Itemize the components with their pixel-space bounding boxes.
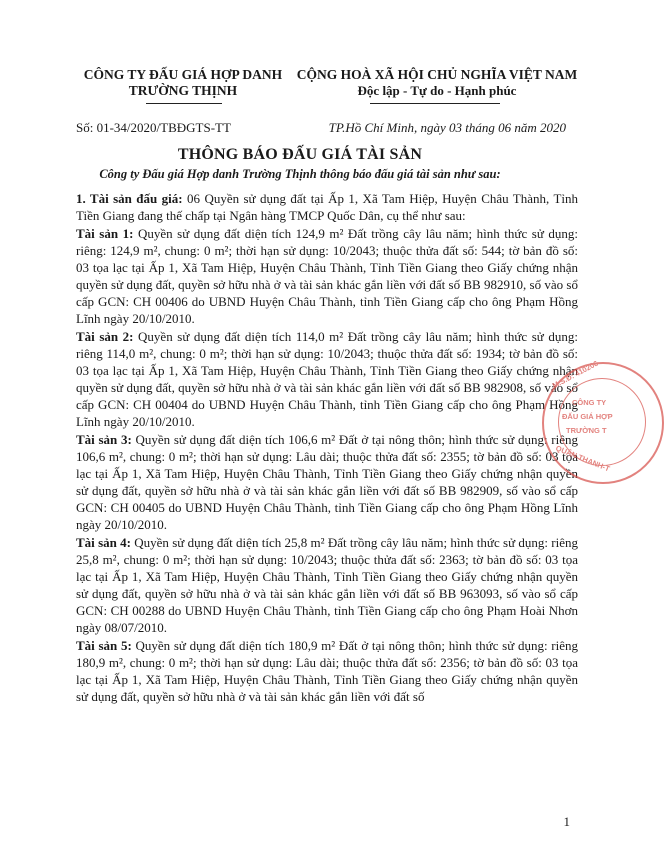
asset-label: Tài sản 2: bbox=[76, 329, 134, 344]
document-date: TP.Hồ Chí Minh, ngày 03 tháng 06 năm 2020 bbox=[328, 120, 566, 135]
asset-paragraph bbox=[76, 534, 578, 636]
section-1-text: 06 Quyền sử dụng đất tại Ấp 1, Xã Tam Hiệp, Huyện Châu Thành, Tỉnh Tiền Giang đang thế chấp tại Ngân hàng TMCP Quốc Dân, cụ thể như sau: bbox=[76, 191, 578, 223]
seal-line-2: ĐẤU GIÁ HỢP bbox=[562, 412, 613, 421]
seal-line-3: TRƯỜNG T bbox=[566, 426, 607, 435]
asset-text: Quyền sử dụng đất diện tích 124,9 m² Đất trồng cây lâu năm; hình thức sử dụng: riêng: 124,9 m², chung: 0 m²; thời hạn sử dụng: 10/2043; thuộc thửa đất số: 544; tờ bản đồ số: 03 tọa lạc tại Ấp 1, Xã Tam Hiệp, Huyện Châu Thành, Tỉnh Tiền Giang theo Giấy chứng nhận quyền sử dụng đất, quyền sở hữu nhà ở và tài sản khác gắn liền với đất số BB 982910, số vào sổ cấp GCN: CH 00406 do UBND Huyện Châu Thành, tỉnh Tiền Giang cấp cho ông Phạm Hồng Lĩnh ngày 20/10/2010. bbox=[76, 226, 578, 326]
asset-label: Tài sản 1: bbox=[76, 226, 134, 241]
national-motto: Độc lập - Tự do - Hạnh phúc bbox=[357, 83, 517, 98]
asset-text: Quyền sử dụng đất diện tích 114,0 m² Đất trồng cây lâu năm; hình thức sử dụng: riêng 114,0 m², chung: 0 m²; thời hạn sử dụng: 10/2043; thuộc thửa đất số: 1934; tờ bản đồ số: 03 tọa lạc tại Ấp 1, Xã Tam Hiệp, Huyện Châu Thành, Tỉnh Tiền Giang theo Giấy chứng nhận quyền sử dụng đất, quyền sở hữu nhà ở và tài sản khác gắn liền với đất số BB 982908, số vào sổ cấp GCN: CH 00404 do UBND Huyện Châu Thành, tỉnh Tiền Giang cấp cho ông Phạm Hồng Lĩnh ngày 20/10/2010. bbox=[76, 329, 578, 429]
asset-label: Tài sản 4: bbox=[76, 535, 131, 550]
seal-line-4: QUẬN THANH-T bbox=[554, 443, 612, 474]
asset-paragraph bbox=[76, 328, 578, 430]
country-name: CỘNG HOÀ XÃ HỘI CHỦ NGHĨA VIỆT NAM bbox=[296, 67, 578, 82]
section-1-label: 1. Tài sản đấu giá: bbox=[76, 191, 183, 206]
document-title: THÔNG BÁO ĐẤU GIÁ TÀI SẢN bbox=[177, 146, 423, 163]
asset-paragraph bbox=[76, 637, 578, 705]
national-header bbox=[284, 67, 590, 99]
asset-paragraph bbox=[76, 431, 578, 533]
asset-text: Quyền sử dụng đất diện tích 25,8 m² Đất trồng cây lâu năm; hình thức sử dụng: riêng 25,8 m², chung: 0 m²; thời hạn sử dụng: 10/2043; thuộc thửa đất số: 2363; tờ bản đồ số: 03 tọa lạc tại Ấp 1, Xã Tam Hiệp, Huyện Châu Thành, Tỉnh Tiền Giang theo Giấy chứng nhận quyền sử dụng đất, quyền sở hữu nhà ở và tài sản khác gắn liền với đất số BB 963093, số vào sổ cấp GCN: CH 00288 do UBND Huyện Châu Thành, tỉnh Tiền Giang cấp cho ông Phạm Hoài Nhơn ngày 08/07/2010. bbox=[76, 535, 579, 635]
page-number: 1 bbox=[563, 814, 570, 829]
company-seal bbox=[542, 358, 664, 484]
document-number: Số: 01-34/2020/TBĐGTS-TT bbox=[76, 120, 231, 135]
document-body bbox=[76, 190, 578, 706]
asset-label: Tài sản 5: bbox=[76, 638, 132, 653]
motto-underline bbox=[370, 103, 500, 104]
seal-line-1: CÔNG TY bbox=[572, 398, 607, 407]
organization-line-1: CÔNG TY ĐẤU GIÁ HỢP DANH bbox=[83, 67, 283, 82]
asset-text: Quyền sử dụng đất diện tích 106,6 m² Đất ở tại nông thôn; hình thức sử dụng: riêng 106,6 m², chung: 0 m²; thời hạn sử dụng: Lâu dài; thuộc thửa đất số: 2355; tờ bản đồ số: 03 tọa lạc tại Ấp 1, Xã Tam Hiệp, Huyện Châu Thành, Tỉnh Tiền Giang theo Giấy chứng nhận quyền sử dụng đất, quyền sở hữu nhà ở và tài sản khác gắn liền với đất số BB 982909, số vào sổ cấp GCN: CH 00405 do UBND Huyện Châu Thành, tỉnh Tiền Giang cấp cho ông Phạm Hồng Lĩnh ngày 20/10/2010. bbox=[76, 432, 579, 532]
organization-line-2: TRƯỜNG THỊNH bbox=[128, 83, 238, 98]
organization-underline bbox=[146, 103, 222, 104]
seal-code: M.S.Đ: 410206 bbox=[550, 358, 600, 391]
asset-paragraph bbox=[76, 225, 578, 327]
document-subtitle: Công ty Đấu giá Hợp danh Trường Thịnh thông báo đấu giá tài sản như sau: bbox=[99, 167, 501, 181]
organization-name bbox=[68, 67, 298, 99]
asset-text: Quyền sử dụng đất diện tích 180,9 m² Đất ở tại nông thôn; hình thức sử dụng: riêng 180,9 m², chung: 0 m²; thời hạn sử dụng: Lâu dài; thuộc thửa đất số: 2356; tờ bản đồ số: 03 tọa lạc tại Ấp 1, Xã Tam Hiệp, Huyện Châu Thành, Tỉnh Tiền Giang theo Giấy chứng nhận quyền sử dụng đất, quyền sở hữu nhà ở và tài sản khác gắn liền với đất số bbox=[76, 638, 579, 704]
section-1 bbox=[76, 190, 578, 224]
asset-label: Tài sản 3: bbox=[76, 432, 132, 447]
